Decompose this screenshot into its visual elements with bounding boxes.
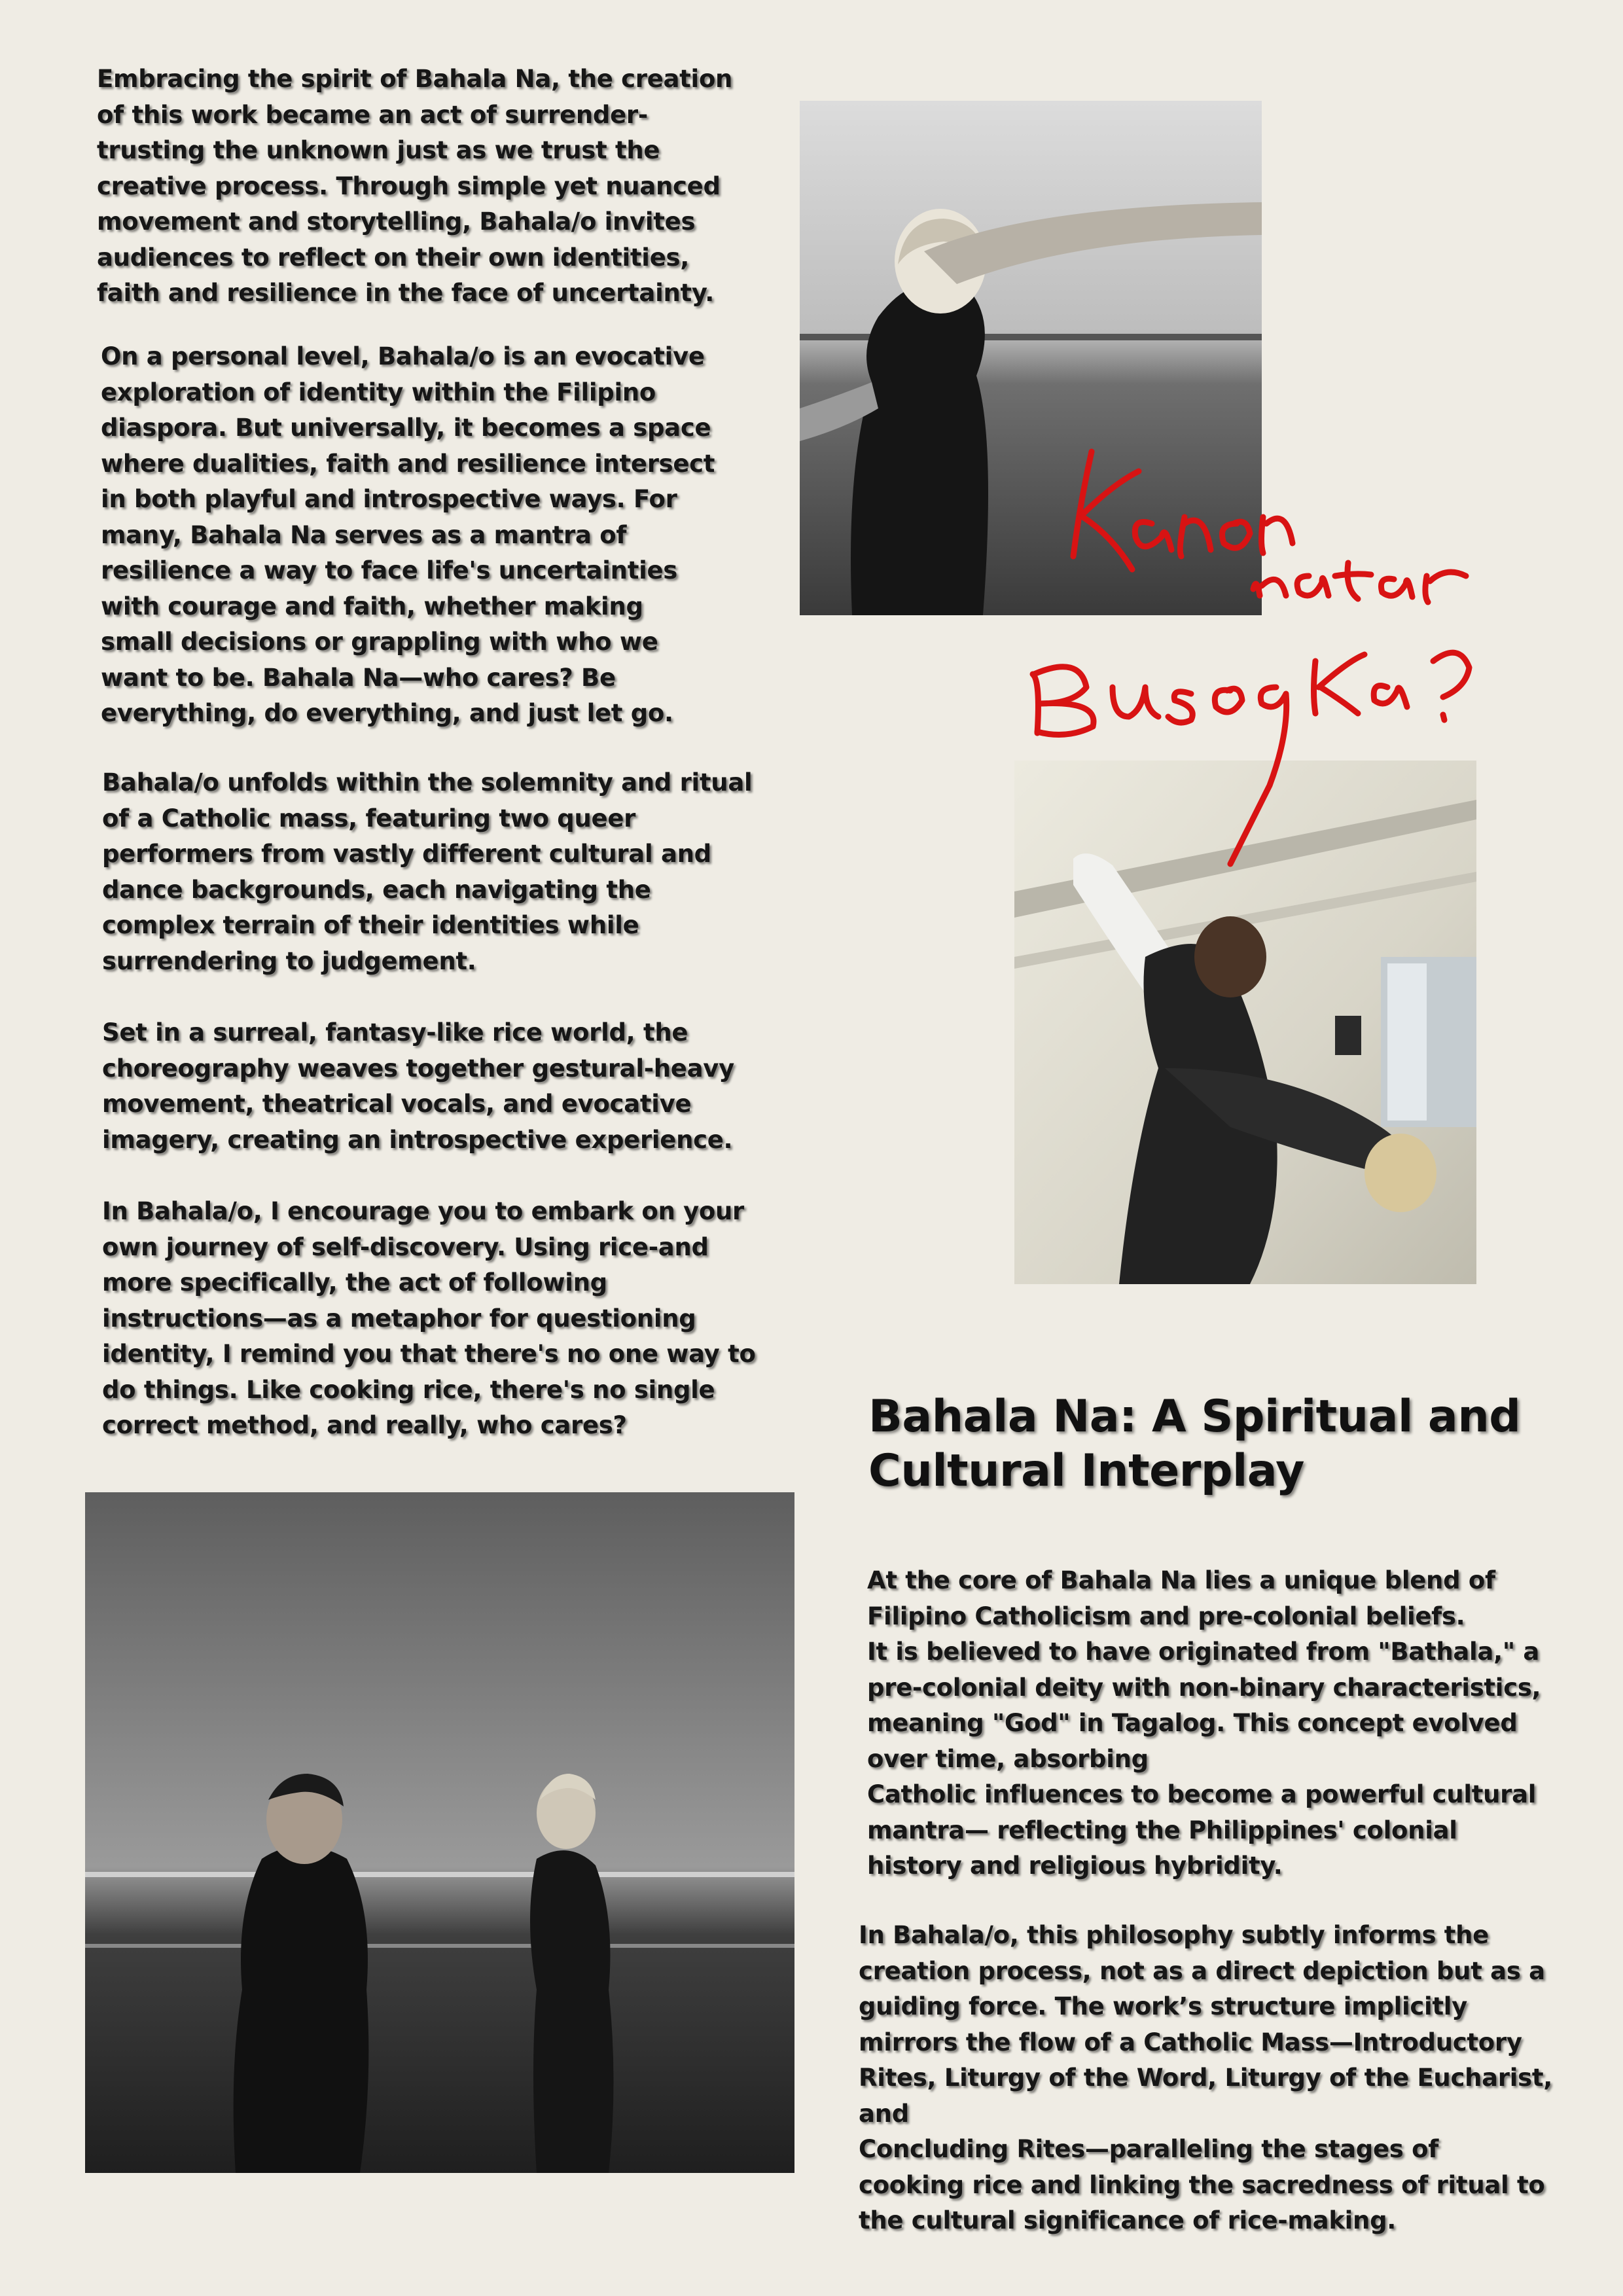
intro-paragraph-5: In Bahala/o, I encourage you to embark on your own journey of self-discovery. Using rice-and more specifically, the act of following instructions—as a metaphor for questioning identity, I remind you that there's no one way to do things. Like cooking rice, there's no single correct method, and really, who cares? (102, 1197, 756, 1439)
intro-paragraph-4: Set in a surreal, fantasy-like rice world, the choreography weaves together gestural-heavy movement, theatrical vocals, and evocative imagery, creating an introspective experience. (102, 1018, 734, 1154)
section-paragraph-2: In Bahala/o, this philosophy subtly informs the creation process, not as a direct depiction but as a guiding force. The work’s structure implicitly mirrors the flow of a Catholic Mass—Introductory Rites, Liturgy of the Word, Liturgy of the Eucharist, and Concluding Rites—paralleling the stages of cooking rice and linking the sacredness of ritual to the cultural significance of rice-making. (859, 1921, 1552, 2234)
section-paragraph-1: At the core of Bahala Na lies a unique blend of Filipino Catholicism and pre-colonial beliefs. It is believed to have originated from "Bathala," a pre-colonial deity with non-binary characteristics, meaning "God" in Tagalog. This concept evolved over time, absorbing Catholic influences to become a powerful cultural mantra— reflecting the Philippines' colonial history and religious hybridity. (867, 1566, 1541, 1880)
photo-dancers-lift (1014, 761, 1476, 1284)
intro-paragraph-2: On a personal level, Bahala/o is an evocative exploration of identity within the Filipino diaspora. But universally, it becomes a space where dualities, faith and resilience intersect in both playful and introspective ways. For many, Bahala Na serves as a mantra of resilience a way to face life's uncertainties with courage and faith, whether making small decisions or grappling with who we want to be. Bahala Na—who cares? Be everything, do everything, and just let go. (101, 342, 715, 727)
photo-dancer-hand-over-face (800, 101, 1262, 615)
photo-dancers-studio (85, 1492, 794, 2173)
intro-paragraph-1: Embracing the spirit of Bahala Na, the creation of this work became an act of surrender- trusting the unknown just as we trust the creative process. Through simple yet nuanced movement and storytelling, Bahala/o invites audiences to reflect on their own identities, faith and resilience in the face of uncertainty. (97, 65, 733, 307)
intro-paragraph-3: Bahala/o unfolds within the solemnity and ritual of a Catholic mass, featuring two queer performers from vastly different cultural and dance backgrounds, each navigating the complex terrain of their identities while surrendering to judgement. (102, 768, 753, 975)
section-heading: Bahala Na: A Spiritual and Cultural Interplay (868, 1391, 1521, 1497)
